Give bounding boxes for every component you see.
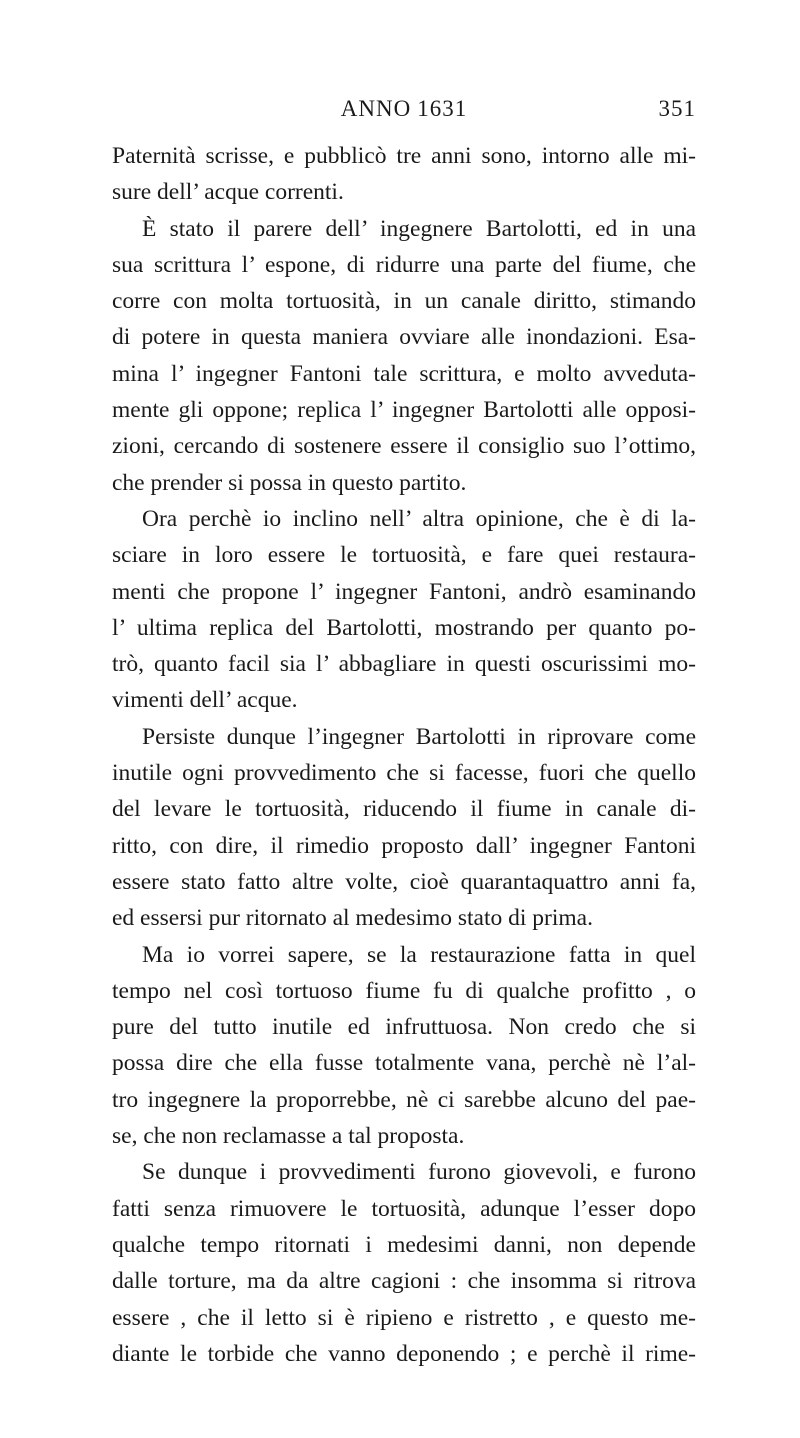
text-line: qualche tempo ritornati i medesimi danni, non depende [112, 1231, 696, 1258]
text-line: possa dire che ella fusse totalmente vana, perchè nè l’al- [112, 1050, 696, 1077]
text-line: Se dunque i provvedimenti furono giovevoli, e furono [142, 1159, 696, 1186]
running-title [112, 96, 696, 122]
running-head [112, 96, 696, 126]
running-title-word: ANNO [340, 96, 412, 121]
paragraph [112, 719, 696, 937]
text-line: sciare in loro essere le tortuosità, e fare quei restaura- [112, 542, 696, 569]
text-line: trò, quanto facil sia l’ abbagliare in questi oscurissimi mo- [112, 651, 696, 678]
text-line: del levare le tortuosità, riducendo il fiume in canale di- [112, 796, 696, 823]
text-line: Persiste dunque l’ingegner Bartolotti in riprovare come [142, 723, 696, 750]
text-line: essere stato fatto altre volte, cioè quarantaquattro anni fa, [112, 868, 696, 895]
paragraph [112, 211, 696, 501]
text-line: vimenti dell’ acque. [112, 687, 298, 714]
text-line: mente gli oppone; replica l’ ingegner Bartolotti alle opposi- [112, 397, 696, 424]
text-line: Paternità scrisse, e pubblicò tre anni sono, intorno alle mi- [112, 143, 696, 169]
paragraph [112, 501, 696, 719]
text-line: l’ ultima replica del Bartolotti, mostrando per quanto po- [112, 614, 696, 641]
text-line: mina l’ ingegner Fantoni tale scrittura, e molto avveduta- [112, 360, 696, 387]
text-line: tro ingegnere la proporrebbe, nè ci sarebbe alcuno del pae- [112, 1086, 696, 1113]
text-line: tempo nel così tortuoso fiume fu di qualche profitto , o [112, 977, 696, 1004]
body-text [112, 138, 696, 1372]
text-line: Ora perchè io inclino nell’ altra opinione, che è di la- [142, 505, 696, 532]
text-line: ritto, con dire, il rimedio proposto dall’ ingegner Fantoni [112, 832, 696, 859]
running-title-year: 1631 [417, 96, 468, 121]
paragraph [112, 1154, 696, 1372]
text-line: sua scrittura l’ espone, di ridurre una parte del fiume, che [112, 251, 696, 278]
text-line: fatti senza rimuovere le tortuosità, adunque l’esser dopo [112, 1195, 696, 1222]
text-line: ed essersi pur ritornato al medesimo stato di prima. [112, 905, 593, 932]
text-line: È stato il parere dell’ ingegnere Bartolotti, ed in una [142, 215, 696, 242]
paragraph [112, 937, 696, 1155]
text-line: pure del tutto inutile ed infruttuosa. Non credo che si [112, 1014, 696, 1041]
text-line: dalle torture, ma da altre cagioni : che insomma si ritrova [112, 1268, 696, 1295]
page-number: 351 [658, 96, 696, 121]
text-line: che prender si possa in questo partito. [112, 469, 467, 496]
text-line: inutile ogni provvedimento che si facesse, fuori che quello [112, 760, 696, 787]
text-line: diante le torbide che vanno deponendo ; e perchè il rime- [112, 1340, 696, 1367]
text-line: zioni, cercando di sostenere essere il consiglio suo l’ottimo, [112, 433, 696, 460]
text-line: corre con molta tortuosità, in un canale diritto, stimando [112, 288, 696, 315]
text-line: essere , che il letto si è ripieno e ristretto , e questo me- [112, 1304, 696, 1331]
text-line: se, che non reclamasse a tal proposta. [112, 1123, 465, 1150]
text-line: menti che propone l’ ingegner Fantoni, andrò esaminando [112, 578, 696, 605]
paragraph [112, 138, 696, 211]
text-line: sure dell’ acque correnti. [112, 179, 344, 206]
text-line: Ma io vorrei sapere, se la restaurazione fatta in quel [142, 941, 696, 968]
text-line: di potere in questa maniera ovviare alle inondazioni. Esa- [112, 324, 696, 351]
